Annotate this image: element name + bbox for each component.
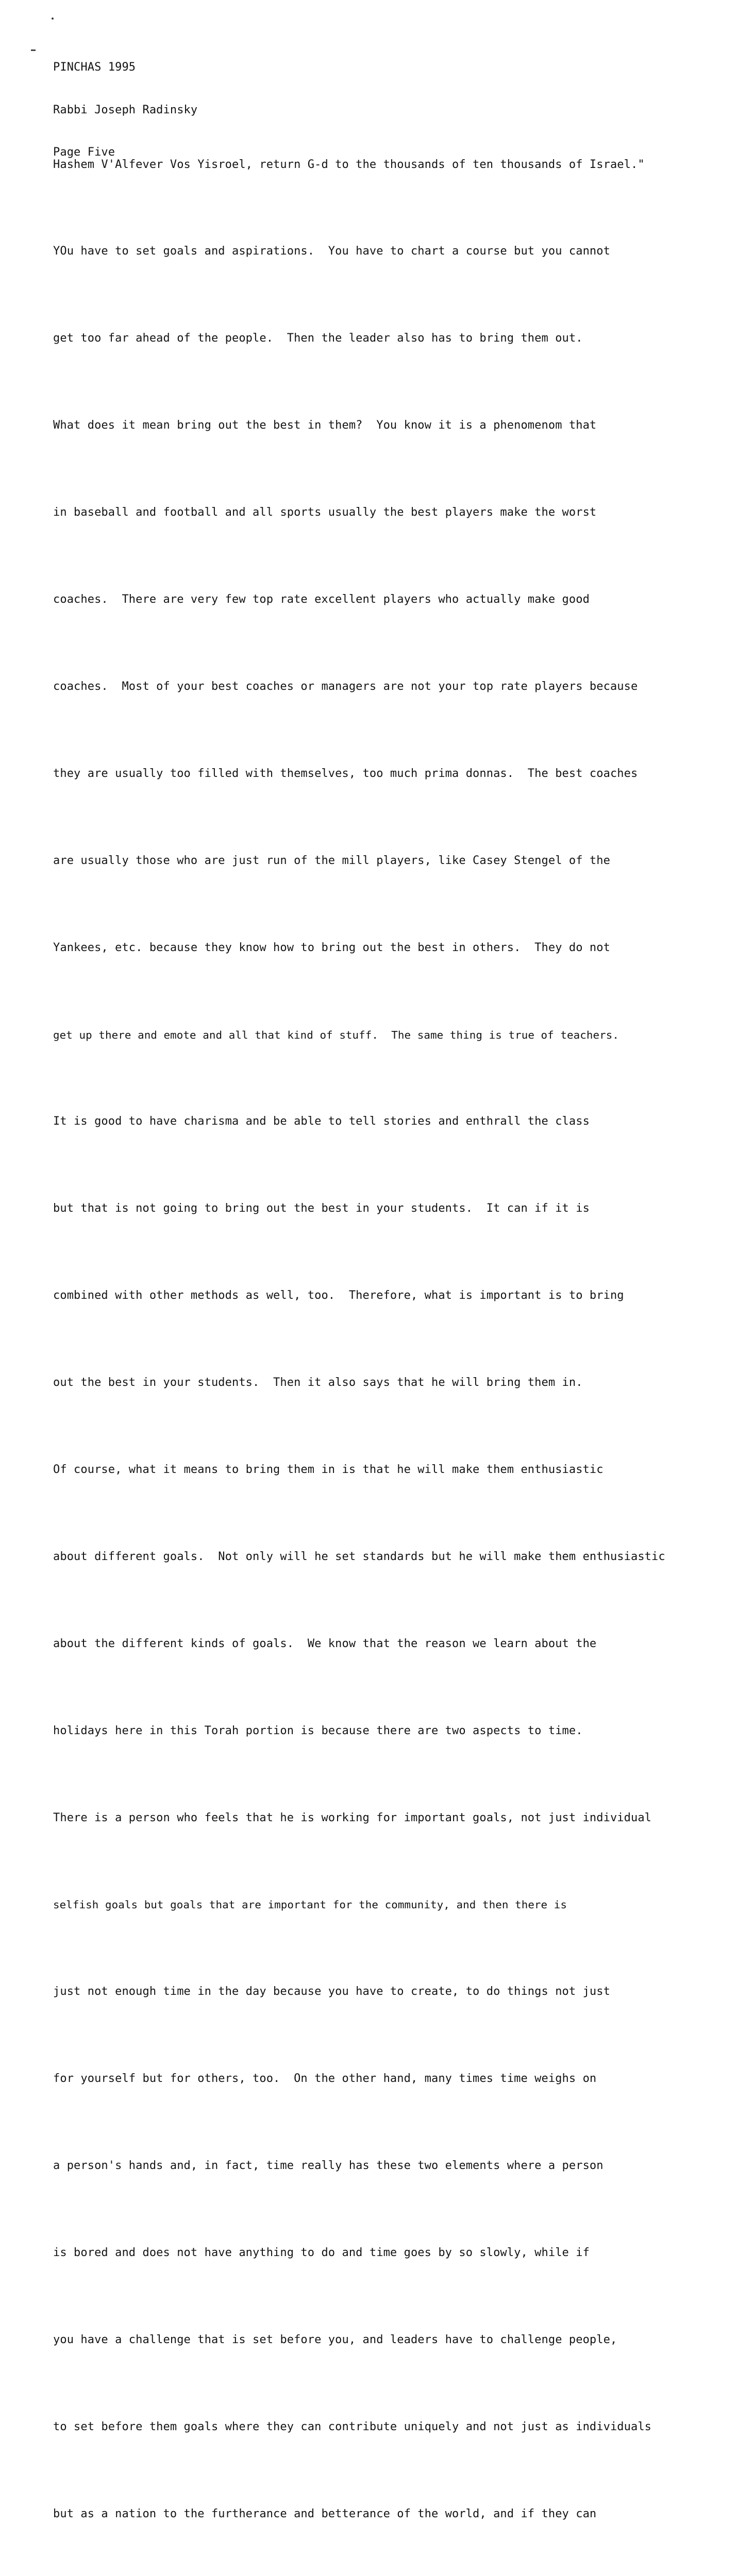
text-line: is bored and does not have anything to do and time goes by so slowly, while if (53, 2246, 590, 2259)
text-line: What does it mean bring out the best in them? You know it is a phenomenom that (53, 419, 597, 432)
text-line: selfish goals but goals that are important for the community, and then there is (53, 1899, 567, 1911)
text-line: out the best in your students. Then it also says that he will bring them in. (53, 1376, 583, 1389)
text-line: just not enough time in the day because you have to create, to do things not just (53, 1985, 610, 1998)
text-line: but that is not going to bring out the best in your students. It can if it is (53, 1202, 590, 1215)
text-line: but as a nation to the furtherance and betterance of the world, and if they can (53, 2507, 597, 2520)
text-line: coaches. Most of your best coaches or managers are not your top rate players because (53, 680, 638, 693)
text-line: in baseball and football and all sports usually the best players make the worst (53, 506, 597, 519)
text-line: about the different kinds of goals. We know that the reason we learn about the (53, 1637, 597, 1650)
document-author: Rabbi Joseph Radinsky (53, 103, 198, 116)
text-line: holidays here in this Torah portion is because there are two aspects to time. (53, 1724, 583, 1737)
document-body (53, 92, 665, 2576)
stray-dash-mark (31, 49, 36, 51)
text-line: you have a challenge that is set before you, and leaders have to challenge people, (53, 2333, 617, 2346)
text-line: combined with other methods as well, too. Therefore, what is important is to bring (53, 1289, 624, 1302)
stray-dot-mark (52, 18, 54, 20)
text-line: for yourself but for others, too. On the other hand, many times time weighs on (53, 2072, 597, 2086)
text-line: Yankees, etc. because they know how to bring out the best in others. They do not (53, 941, 610, 954)
text-line: coaches. There are very few top rate excellent players who actually make good (53, 593, 590, 606)
text-line: There is a person who feels that he is working for important goals, not just individual (53, 1811, 652, 1824)
text-line: get too far ahead of the people. Then the leader also has to bring them out. (53, 332, 583, 345)
text-line: about different goals. Not only will he set standards but he will make them enthusiastic (53, 1550, 665, 1563)
text-line: YOu have to set goals and aspirations. You have to chart a course but you cannot (53, 245, 610, 258)
text-line: they are usually too filled with themselves, too much prima donnas. The best coaches (53, 767, 638, 780)
text-line: a person's hands and, in fact, time really has these two elements where a person (53, 2159, 604, 2173)
document-title: PINCHAS 1995 (53, 61, 136, 74)
text-line: get up there and emote and all that kind of stuff. The same thing is true of teachers. (53, 1028, 619, 1041)
text-line: to set before them goals where they can contribute uniquely and not just as individuals (53, 2420, 652, 2433)
page-number-label: Page Five (53, 146, 115, 159)
text-line: It is good to have charisma and be able to tell stories and enthrall the class (53, 1115, 590, 1128)
text-line: are usually those who are just run of the mill players, like Casey Stengel of the (53, 854, 610, 867)
text-line: Of course, what it means to bring them in is that he will make them enthusiastic (53, 1463, 604, 1476)
text-line: Hashem V'Alfever Vos Yisroel, return G-d to the thousands of ten thousands of Israel." (53, 158, 645, 171)
